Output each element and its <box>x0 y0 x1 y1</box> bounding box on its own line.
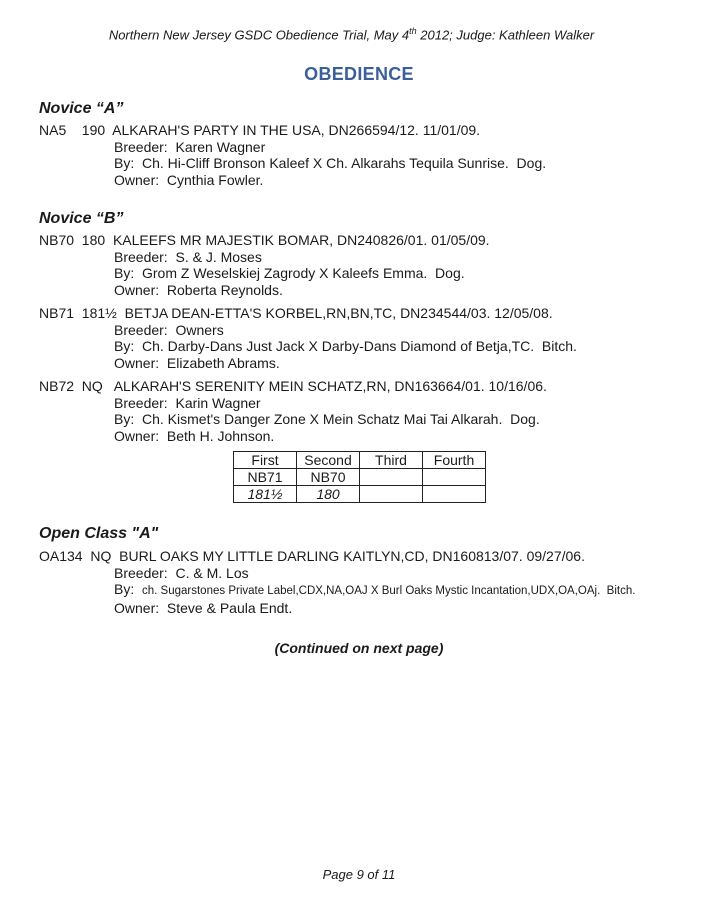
entry-line: NB72 NQ ALKARAH'S SERENITY MEIN SCHATZ,RN, DN163664/01. 10/16/06. <box>39 378 547 394</box>
entry-sire-dam: By: Grom Z Weselskiej Zagrody X Kaleefs Emma. Dog. <box>114 265 465 281</box>
continued-note: (Continued on next page) <box>274 640 444 656</box>
placement-score <box>360 486 423 503</box>
page-header <box>0 26 703 42</box>
by-text: ch. Sugarstones Private Label,CDX,NA,OAJ X Burl Oaks Mystic Incantation,UDX,OA,OAj. Bitch. <box>142 585 636 597</box>
entry-nb71 <box>39 305 577 371</box>
entry-sire-dam <box>39 581 635 600</box>
entry-line: OA134 NQ BURL OAKS MY LITTLE DARLING KAITLYN,CD, DN160813/07. 09/27/06. <box>39 548 585 564</box>
entry-sire-dam: By: Ch. Hi-Cliff Bronson Kaleef X Ch. Alkarahs Tequila Sunrise. Dog. <box>114 155 547 171</box>
class-heading-open-a: Open Class "A" <box>39 525 159 542</box>
entry-owner: Owner: Cynthia Fowler. <box>114 171 264 188</box>
placements-table <box>233 451 486 503</box>
entry-breeder: Breeder: S. & J. Moses <box>114 248 262 265</box>
class-heading-novice-a: Novice “A” <box>39 100 124 117</box>
placement-header: Second <box>297 452 360 469</box>
class-heading-novice-b: Novice “B” <box>39 210 124 227</box>
placements-score-row <box>234 486 486 503</box>
placement-entry <box>360 469 423 486</box>
header-text: Northern New Jersey GSDC Obedience Trial, May 4 <box>108 27 410 43</box>
page-number: Page 9 of 11 <box>322 867 396 882</box>
entry-line: NB71 181½ BETJA DEAN-ETTA'S KORBEL,RN,BN,TC, DN234544/03. 12/05/08. <box>39 305 553 321</box>
placement-score: 181½ <box>234 486 297 503</box>
placement-entry: NB70 <box>297 469 360 486</box>
entry-owner: Owner: Beth H. Johnson. <box>114 427 275 444</box>
entry-nb70 <box>39 232 490 298</box>
entry-sire-dam: By: Ch. Kismet's Danger Zone X Mein Schatz Mai Tai Alkarah. Dog. <box>114 411 540 427</box>
header-text-2: 2012; Judge: Kathleen Walker <box>416 27 595 43</box>
placement-score <box>423 486 486 503</box>
entry-owner: Owner: Elizabeth Abrams. <box>114 354 280 371</box>
placements-entry-row <box>234 469 486 486</box>
entry-na5 <box>39 122 546 188</box>
entry-oa134 <box>39 548 635 616</box>
placement-entry <box>423 469 486 486</box>
placement-header: Third <box>360 452 423 469</box>
entry-owner: Owner: Roberta Reynolds. <box>114 281 283 298</box>
entry-nb72 <box>39 378 547 444</box>
placements-header-row <box>234 452 486 469</box>
entry-line: NB70 180 KALEEFS MR MAJESTIK BOMAR, DN240826/01. 01/05/09. <box>39 232 490 248</box>
page-title: OBEDIENCE <box>304 64 414 84</box>
placement-header: Fourth <box>423 452 486 469</box>
entry-breeder: Breeder: Karin Wagner <box>114 394 261 411</box>
header-sup: th <box>409 26 417 36</box>
placement-header: First <box>234 452 297 469</box>
entry-line: NA5 190 ALKARAH'S PARTY IN THE USA, DN266594/12. 11/01/09. <box>39 122 481 138</box>
entry-owner: Owner: Steve & Paula Endt. <box>114 599 293 616</box>
entry-sire-dam: By: Ch. Darby-Dans Just Jack X Darby-Dans Diamond of Betja,TC. Bitch. <box>114 338 577 354</box>
entry-breeder: Breeder: Karen Wagner <box>114 138 266 155</box>
by-label: By: <box>114 581 143 597</box>
entry-breeder: Breeder: Owners <box>114 321 224 338</box>
placement-entry: NB71 <box>234 469 297 486</box>
placement-score: 180 <box>297 486 360 503</box>
entry-breeder: Breeder: C. & M. Los <box>114 564 249 581</box>
